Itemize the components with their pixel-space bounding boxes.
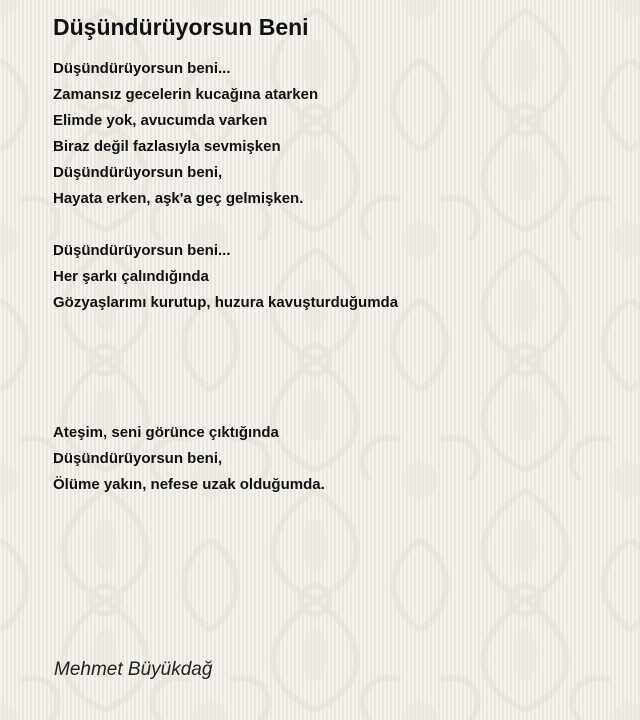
poem-content xyxy=(53,12,613,498)
poem-line: Hayata erken, aşk'a geç gelmişken. xyxy=(53,190,304,207)
poem-line: Düşündürüyorsun beni... xyxy=(53,242,231,259)
poem-line: Her şarkı çalındığında xyxy=(53,268,209,285)
poem-line: Düşündürüyorsun beni, xyxy=(53,164,223,181)
poem-line: Gözyaşlarımı kurutup, huzura kavuşturduğumda xyxy=(53,294,399,311)
poem-stanza-3 xyxy=(53,420,613,498)
poem-line: Ölüme yakın, nefese uzak olduğumda. xyxy=(53,476,325,493)
poem-line: Elimde yok, avucumda varken xyxy=(53,112,268,129)
poem-line: Düşündürüyorsun beni... xyxy=(53,60,231,77)
poem-stanza-1 xyxy=(53,56,613,212)
poem-line: Ateşim, seni görünce çıktığında xyxy=(53,424,279,441)
poem-title: Düşündürüyorsun Beni xyxy=(53,14,309,40)
poem-author: Mehmet Büyükdağ xyxy=(54,659,213,680)
poem-line: Biraz değil fazlasıyla sevmişken xyxy=(53,138,281,155)
poem-stanza-2 xyxy=(53,238,613,316)
poem-line: Düşündürüyorsun beni, xyxy=(53,450,223,467)
poem-line: Zamansız gecelerin kucağına atarken xyxy=(53,86,319,103)
